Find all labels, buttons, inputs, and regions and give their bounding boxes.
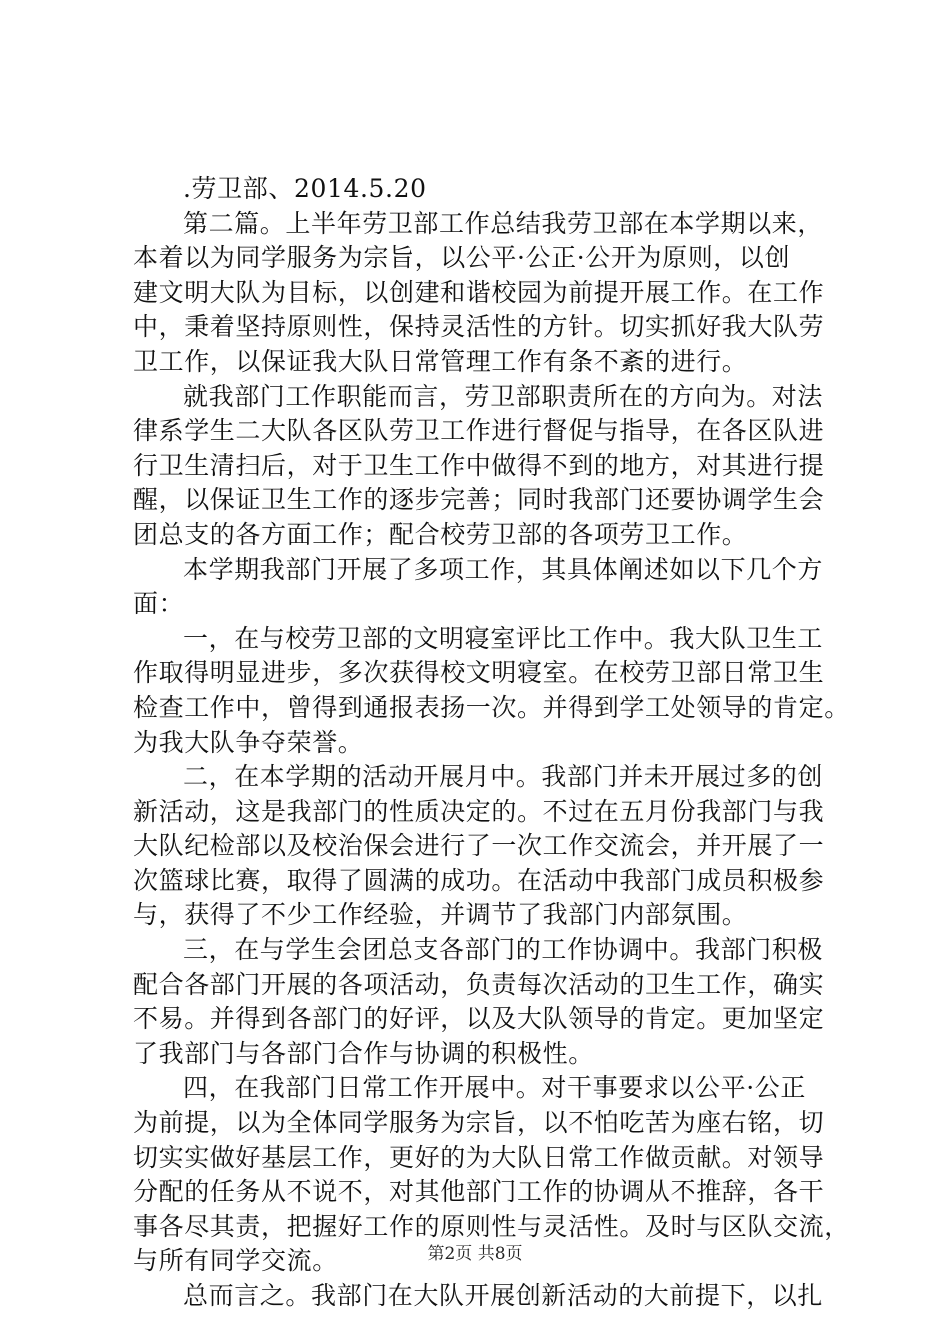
text-line: 了我部门与各部门合作与协调的积极性。 xyxy=(133,1038,594,1068)
text-line: 本着以为同学服务为宗旨，以公平·公正·公开为原则，以创 xyxy=(133,243,791,273)
text-line: 二，在本学期的活动开展月中。我部门并未开展过多的创 xyxy=(183,762,824,792)
text-line: 一，在与校劳卫部的文明寝室评比工作中。我大队卫生工 xyxy=(183,623,824,653)
document-body xyxy=(133,172,853,1314)
text-line: 面： xyxy=(133,589,185,619)
text-line: 次篮球比赛，取得了圆满的成功。在活动中我部门成员积极参 xyxy=(133,865,825,895)
text-line: 第二篇。上半年劳卫部工作总结我劳卫部在本学期以来， xyxy=(183,208,824,238)
text-line: 检查工作中，曾得到通报表扬一次。并得到学工处领导的肯定。 xyxy=(133,692,850,722)
text-line: 分配的任务从不说不，对其他部门工作的协调从不推辞，各干 xyxy=(133,1177,825,1207)
text-line: 新活动，这是我部门的性质决定的。不过在五月份我部门与我 xyxy=(133,796,825,826)
text-line: 律系学生二大队各区队劳卫工作进行督促与指导，在各区队进 xyxy=(133,416,825,446)
text-line: 总而言之。我部门在大队开展创新活动的大前提下，以扎 xyxy=(183,1281,824,1310)
text-line: 作取得明显进步，多次获得校文明寝室。在校劳卫部日常卫生 xyxy=(133,658,825,688)
text-line: 就我部门工作职能而言，劳卫部职责所在的方向为。对法 xyxy=(183,381,824,411)
text-line: 四，在我部门日常工作开展中。对干事要求以公平·公正 xyxy=(183,1073,806,1103)
text-line: 事各尽其责，把握好工作的原则性与灵活性。及时与区队交流， xyxy=(133,1211,850,1241)
text-line: 行卫生清扫后，对于卫生工作中做得不到的地方，对其进行提 xyxy=(133,450,825,480)
text-line: 醒，以保证卫生工作的逐步完善；同时我部门还要协调学生会 xyxy=(133,485,825,515)
text-line: 为我大队争夺荣誉。 xyxy=(133,727,364,757)
text-line: 为前提，以为全体同学服务为宗旨，以不怕吃苦为座右铭，切 xyxy=(133,1108,825,1138)
text-line: 与，获得了不少工作经验，并调节了我部门内部氛围。 xyxy=(133,900,748,930)
text-line: .劳卫部、2014.5.20 xyxy=(183,174,427,203)
text-line: 切实实做好基层工作，更好的为大队日常工作做贡献。对领导 xyxy=(133,1142,825,1172)
text-line: 配合各部门开展的各项活动，负责每次活动的卫生工作，确实 xyxy=(133,969,825,999)
text-line: 团总支的各方面工作；配合校劳卫部的各项劳卫工作。 xyxy=(133,519,748,549)
text-line: 中，秉着坚持原则性，保持灵活性的方针。切实抓好我大队劳 xyxy=(133,312,825,342)
text-line: 卫工作，以保证我大队日常管理工作有条不紊的进行。 xyxy=(133,346,748,376)
text-line: 大队纪检部以及校治保会进行了一次工作交流会，并开展了一 xyxy=(133,831,825,861)
page-footer: 第2页 共8页 xyxy=(427,1244,523,1264)
text-line: 本学期我部门开展了多项工作，其具体阐述如以下几个方 xyxy=(183,554,824,584)
text-line: 建文明大队为目标，以创建和谐校园为前提开展工作。在工作 xyxy=(133,277,825,307)
text-line: 与所有同学交流。 xyxy=(133,1246,338,1276)
text-line: 不易。并得到各部门的好评，以及大队领导的肯定。更加坚定 xyxy=(133,1004,825,1034)
text-line: 三，在与学生会团总支各部门的工作协调中。我部门积极 xyxy=(183,935,824,965)
